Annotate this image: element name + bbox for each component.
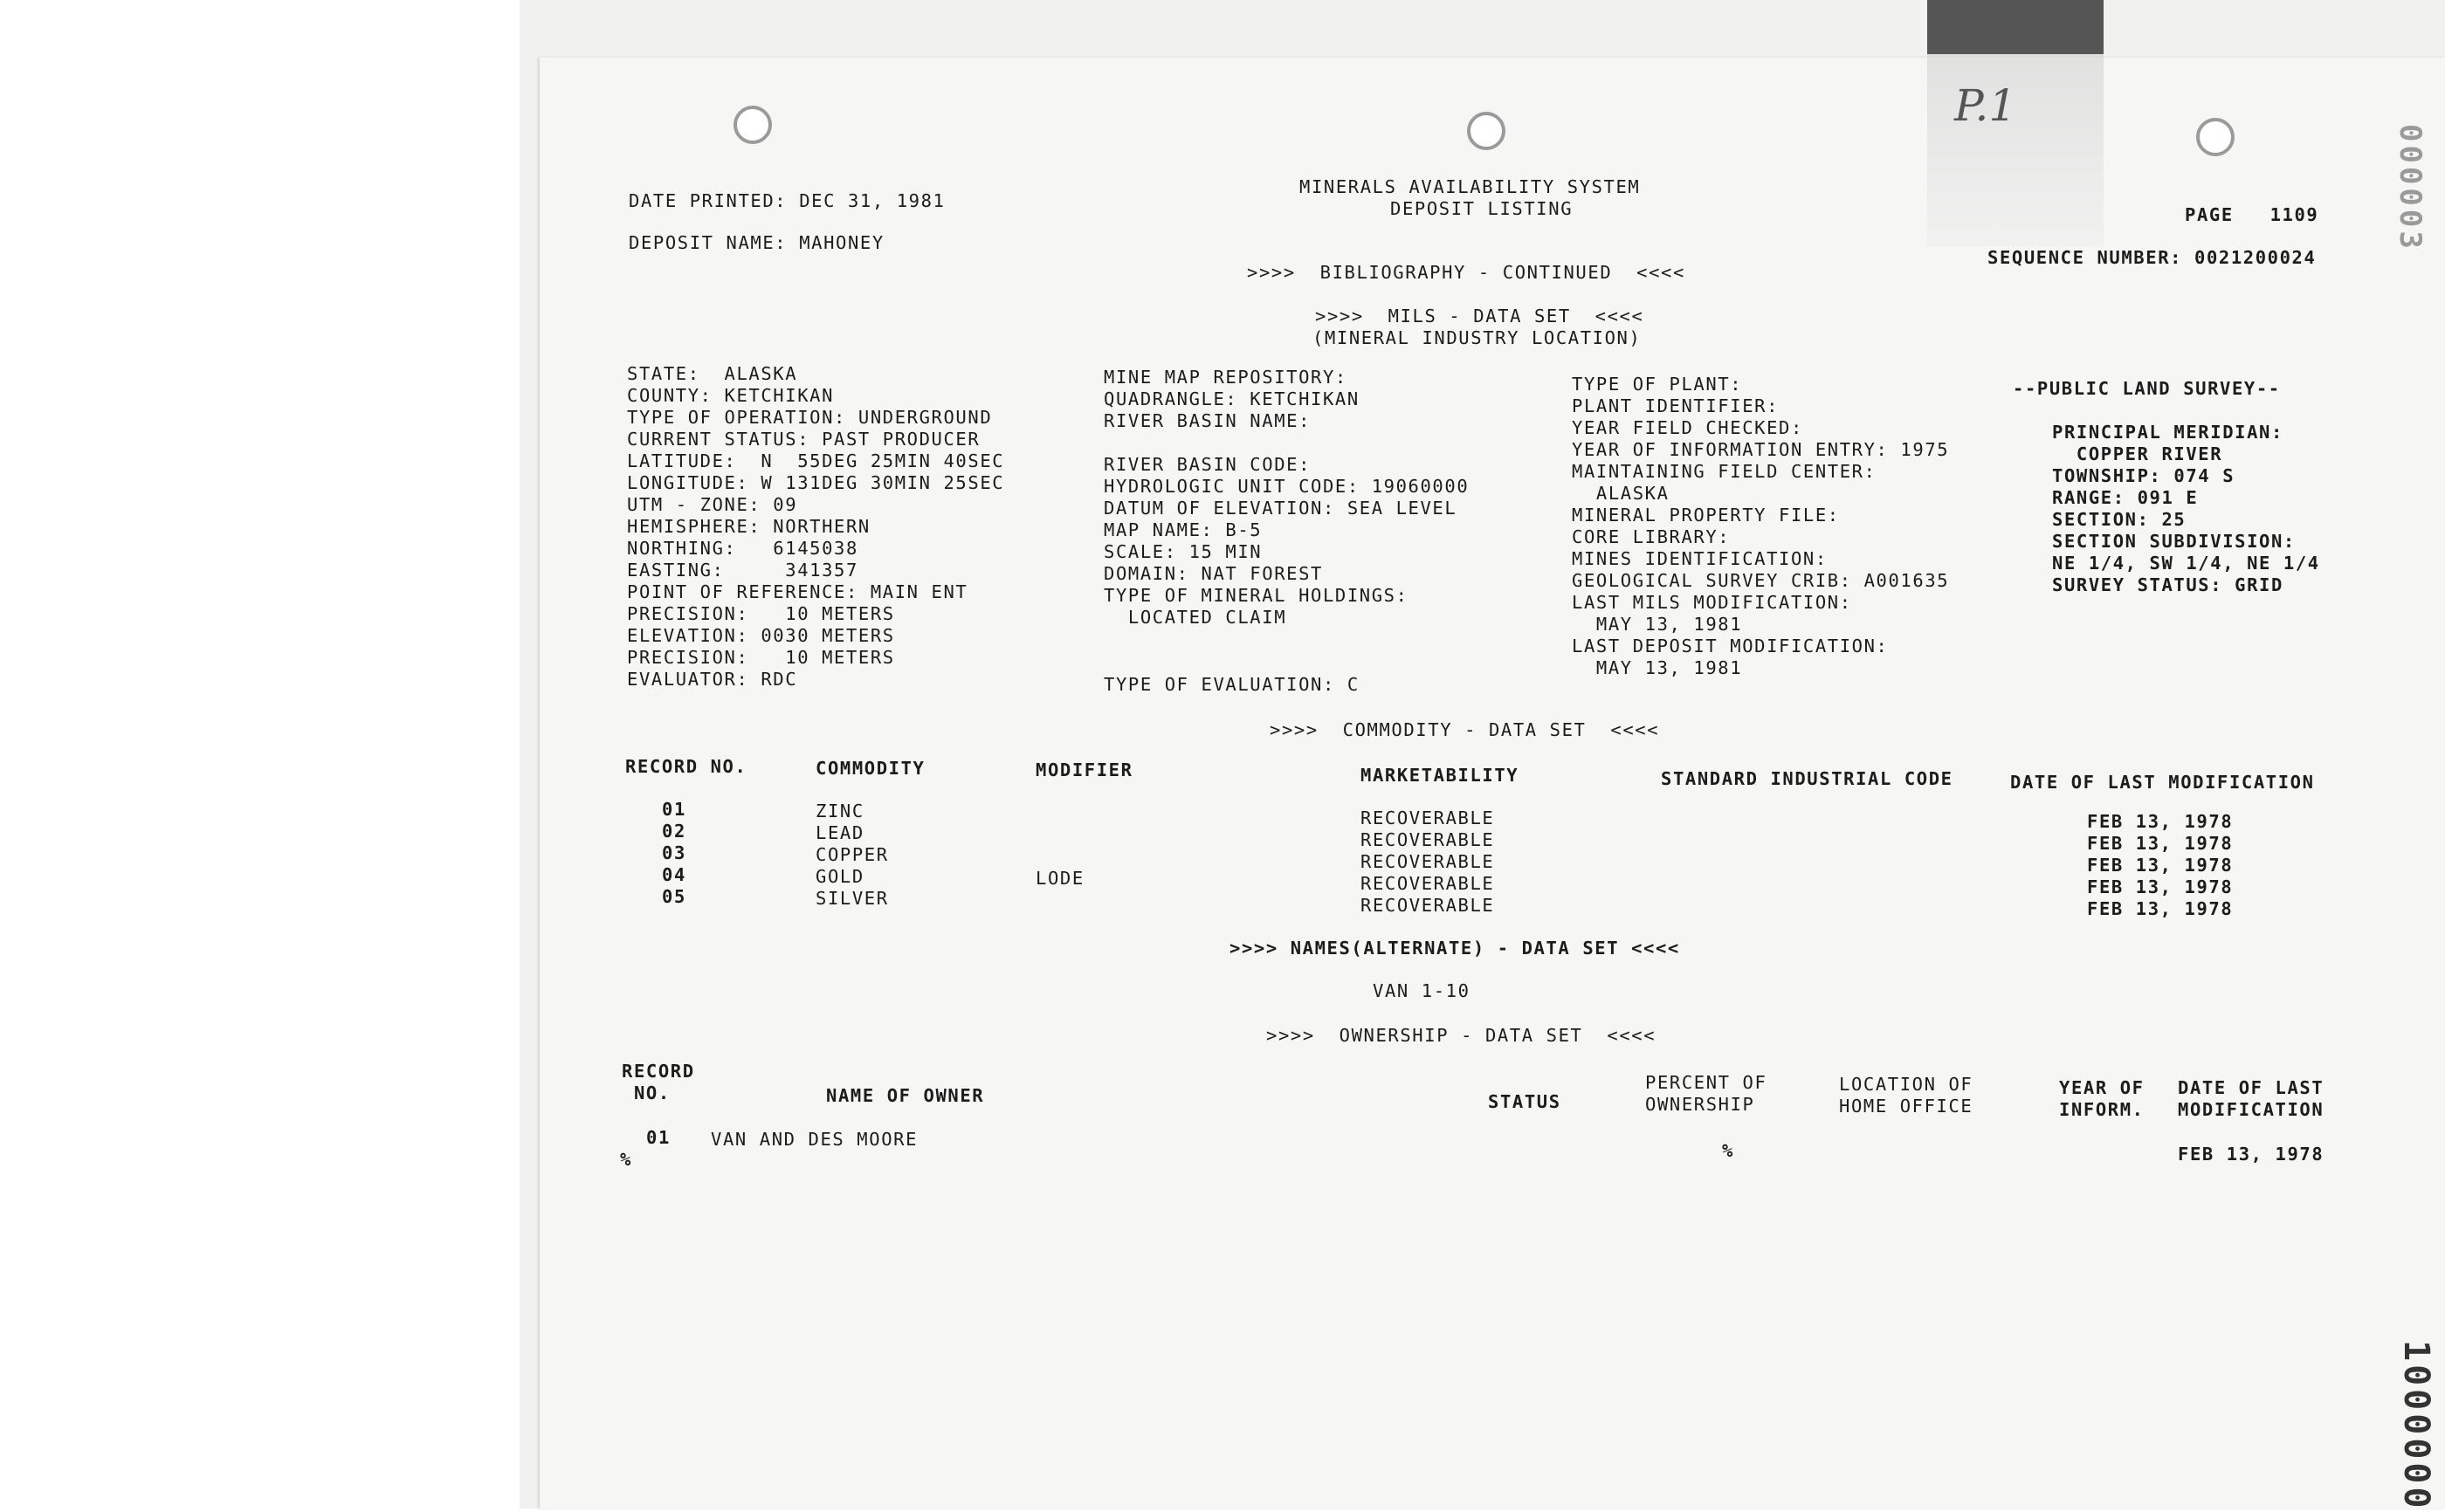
field-line: MINERAL PROPERTY FILE: [1572,505,1840,526]
mils-subheader: (MINERAL INDUSTRY LOCATION) [1312,327,1642,348]
punch-hole [2196,118,2235,156]
commodity-name: LEAD [816,822,864,843]
modification-date: FEB 13, 1978 [2178,1144,2324,1165]
evaluation-type: TYPE OF EVALUATION: C [1104,674,1360,695]
col-ownership: OWNERSHIP [1645,1094,1755,1115]
field-line: MINE MAP REPOSITORY: [1104,367,1347,388]
handwritten-note: P.1 [1954,80,2017,131]
field-line: PRECISION: 10 METERS [627,647,895,668]
page-number: PAGE 1109 [2185,204,2319,225]
col-sic: STANDARD INDUSTRIAL CODE [1661,768,1953,789]
col-location: LOCATION OF [1839,1074,1973,1095]
col-status: STATUS [1488,1091,1561,1112]
field-line: HYDROLOGIC UNIT CODE: 19060000 [1104,476,1470,497]
field-line: RIVER BASIN CODE: [1104,454,1312,475]
field-line: SCALE: 15 MIN [1104,541,1263,562]
record-no: 01 [646,1127,671,1148]
field-line: NE 1/4, SW 1/4, NE 1/4 [2052,553,2320,574]
commodity-name: ZINC [816,801,864,821]
modification-date: FEB 13, 1978 [2087,876,2234,897]
col-year: YEAR OF [2059,1077,2145,1098]
field-line: RIVER BASIN NAME: [1104,410,1312,431]
field-line: TOWNSHIP: 074 S [2052,465,2235,486]
field-line: LOCATED CLAIM [1104,607,1287,628]
col-record-no: RECORD NO. [625,756,747,777]
margin-stamp-top: 000003 [2393,124,2428,252]
field-line: MAY 13, 1981 [1572,614,1743,635]
punch-hole [734,106,772,144]
marketability: RECOVERABLE [1360,851,1495,872]
field-line: PLANT IDENTIFIER: [1572,395,1780,416]
field-line: TYPE OF PLANT: [1572,374,1743,395]
row-terminator: % [620,1149,632,1170]
listing-title: DEPOSIT LISTING [1390,198,1574,219]
field-line: TYPE OF MINERAL HOLDINGS: [1104,585,1408,606]
mils-header: >>>> MILS - DATA SET <<<< [1315,306,1644,326]
field-line: NORTHING: 6145038 [627,538,858,559]
field-line: SECTION: 25 [2052,509,2187,530]
col-home-office: HOME OFFICE [1839,1096,1973,1117]
record-no: 01 [662,799,686,820]
field-line: QUADRANGLE: KETCHIKAN [1104,388,1360,409]
field-line: CURRENT STATUS: PAST PRODUCER [627,429,981,450]
modification-date: FEB 13, 1978 [2087,898,2234,919]
col-modifier: MODIFIER [1036,759,1133,780]
system-title: MINERALS AVAILABILITY SYSTEM [1299,176,1641,197]
record-no: 05 [662,886,686,907]
owner-name: VAN AND DES MOORE [711,1129,919,1150]
field-line: SECTION SUBDIVISION: [2052,531,2296,552]
field-line: CORE LIBRARY: [1572,526,1731,547]
deposit-name: DEPOSIT NAME: MAHONEY [629,232,885,253]
field-line: COPPER RIVER [2052,443,2223,464]
col-last-modification: DATE OF LAST MODIFICATION [2010,772,2315,793]
field-line: MAINTAINING FIELD CENTER: [1572,461,1877,482]
col-modification: MODIFICATION [2178,1099,2324,1120]
field-line: MAP NAME: B-5 [1104,519,1263,540]
modification-date: FEB 13, 1978 [2087,833,2234,854]
modification-date: FEB 13, 1978 [2087,855,2234,876]
alternate-name: VAN 1-10 [1373,980,1470,1001]
marketability: RECOVERABLE [1360,895,1495,916]
field-line: EVALUATOR: RDC [627,669,798,690]
commodity-header: >>>> COMMODITY - DATA SET <<<< [1270,719,1660,740]
field-line: SURVEY STATUS: GRID [2052,574,2283,595]
modifier: LODE [1036,868,1085,889]
bibliography-header: >>>> BIBLIOGRAPHY - CONTINUED <<<< [1247,262,1685,283]
field-line: LONGITUDE: W 131DEG 30MIN 25SEC [627,472,1005,493]
field-line: TYPE OF OPERATION: UNDERGROUND [627,407,993,428]
field-line: YEAR FIELD CHECKED: [1572,417,1803,438]
field-line: ELEVATION: 0030 METERS [627,625,895,646]
col-marketability: MARKETABILITY [1360,765,1519,786]
field-line: LAST DEPOSIT MODIFICATION: [1572,636,1889,656]
field-line: COUNTY: KETCHIKAN [627,385,835,406]
ownership-header: >>>> OWNERSHIP - DATA SET <<<< [1266,1025,1656,1046]
punch-hole [1467,112,1505,150]
field-line: PRECISION: 10 METERS [627,603,895,624]
field-line: MINES IDENTIFICATION: [1572,548,1828,569]
col-record: RECORD [622,1061,695,1082]
margin-stamp-bottom: 1000000 [2396,1340,2436,1512]
ownership-percent: % [1722,1140,1734,1161]
field-line: STATE: ALASKA [627,363,798,384]
field-line: HEMISPHERE: NORTHERN [627,516,871,537]
marketability: RECOVERABLE [1360,873,1495,894]
sequence-number: SEQUENCE NUMBER: 0021200024 [1987,247,2317,268]
field-line: YEAR OF INFORMATION ENTRY: 1975 [1572,439,1950,460]
field-line: UTM - ZONE: 09 [627,494,798,515]
col-percent: PERCENT OF [1645,1072,1767,1093]
field-line: --PUBLIC LAND SURVEY-- [2013,378,2281,399]
col-commodity: COMMODITY [816,758,926,779]
field-line: ALASKA [1572,483,1670,504]
field-line: LAST MILS MODIFICATION: [1572,592,1852,613]
marketability: RECOVERABLE [1360,829,1495,850]
col-owner-name: NAME OF OWNER [826,1085,985,1106]
date-printed: DATE PRINTED: DEC 31, 1981 [629,190,946,211]
field-line: DOMAIN: NAT FOREST [1104,563,1323,584]
commodity-name: GOLD [816,866,864,887]
col-inform: INFORM. [2059,1099,2145,1120]
modification-date: FEB 13, 1978 [2087,811,2234,832]
field-line: POINT OF REFERENCE: MAIN ENT [627,581,968,602]
field-line: DATUM OF ELEVATION: SEA LEVEL [1104,498,1457,519]
commodity-name: COPPER [816,844,889,865]
col-date-last: DATE OF LAST [2178,1077,2324,1098]
field-line: LATITUDE: N 55DEG 25MIN 40SEC [627,450,1005,471]
commodity-name: SILVER [816,888,889,909]
record-no: 03 [662,842,686,863]
field-line: RANGE: 091 E [2052,487,2199,508]
field-line: GEOLOGICAL SURVEY CRIB: A001635 [1572,570,1950,591]
tape-strip [1927,0,2104,54]
col-record-no: NO. [622,1082,671,1103]
field-line: MAY 13, 1981 [1572,657,1743,678]
field-line: EASTING: 341357 [627,560,858,581]
record-no: 04 [662,864,686,885]
field-line: PRINCIPAL MERIDIAN: [2052,422,2283,443]
names-header: >>>> NAMES(ALTERNATE) - DATA SET <<<< [1229,938,1680,959]
marketability: RECOVERABLE [1360,808,1495,828]
record-no: 02 [662,821,686,842]
